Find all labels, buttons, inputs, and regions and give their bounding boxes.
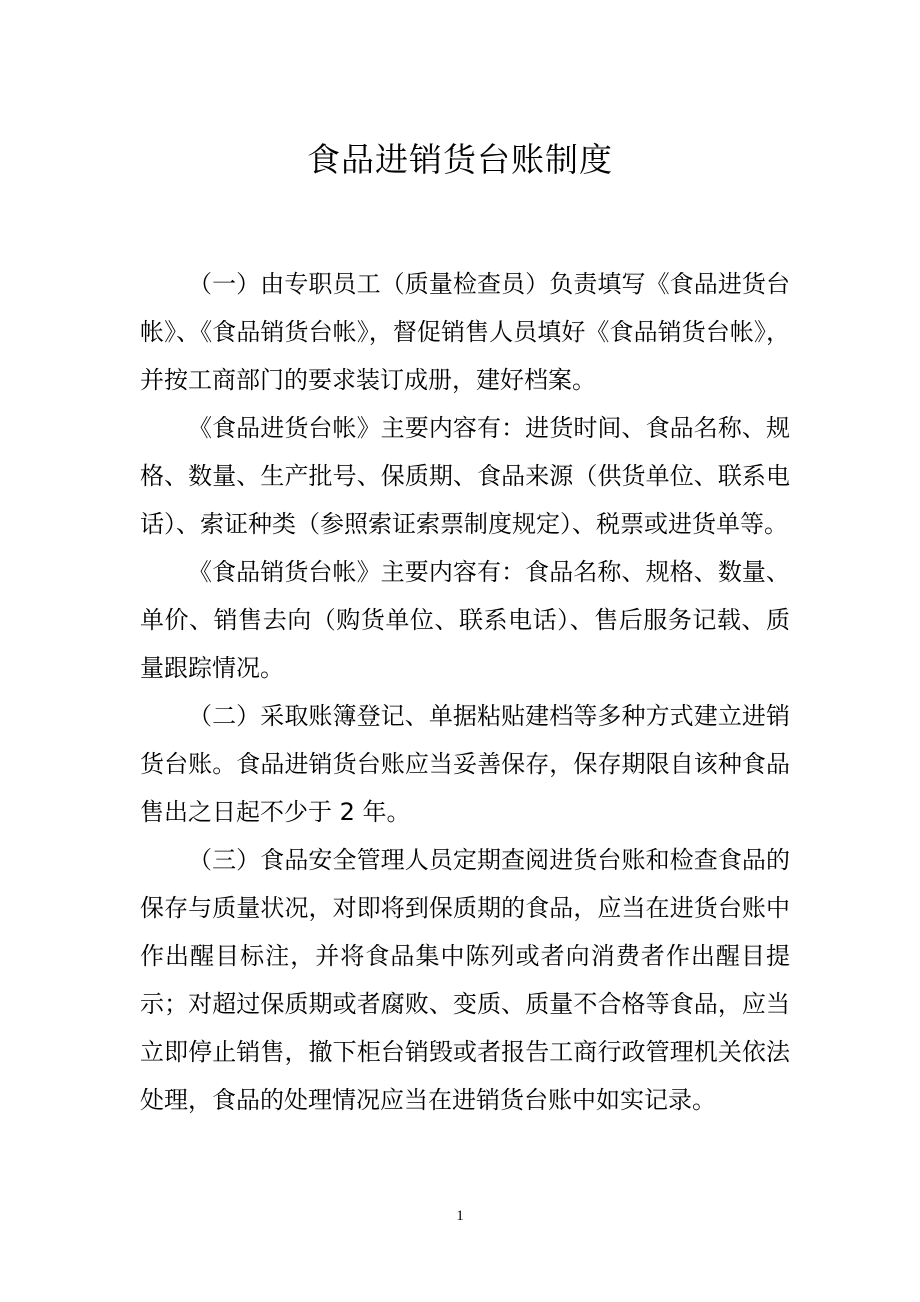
paragraph-2: 《食品进货台帐》主要内容有：进货时间、食品名称、规格、数量、生产批号、保质期、食品来源（供货单位、联系电话）、索证种类（参照索证索票制度规定）、税票或进货单等。 <box>140 414 790 538</box>
paragraph-4: （二）采取账簿登记、单据粘贴建档等多种方式建立进销货台账。食品进销货台账应当妥善保存，保存期限自该种食品售出之日起不少于 2 年。 <box>140 702 790 826</box>
paragraph-1: （一）由专职员工（质量检查员）负责填写《食品进货台帐》、《食品销货台帐》，督促销售人员填好《食品销货台帐》，并按工商部门的要求装订成册，建好档案。 <box>140 270 790 394</box>
paragraph-5: （三）食品安全管理人员定期查阅进货台账和检查食品的保存与质量状况，对即将到保质期的食品，应当在进货台账中作出醒目标注，并将食品集中陈列或者向消费者作出醒目提示；对超过保质期或者腐败、变质、质量不合格等食品，应当立即停止销售，撤下柜台销毁或者报告工商行政管理机关依法处理，食品的处理情况应当在进销货台账中如实记录。 <box>140 846 790 1114</box>
page-number: 1 <box>456 1208 464 1224</box>
document-title: 食品进销货台账制度 <box>307 140 613 179</box>
document-body <box>140 260 790 1124</box>
paragraph-3: 《食品销货台帐》主要内容有：食品名称、规格、数量、单价、销售去向（购货单位、联系电话）、售后服务记载、质量跟踪情况。 <box>140 558 790 682</box>
